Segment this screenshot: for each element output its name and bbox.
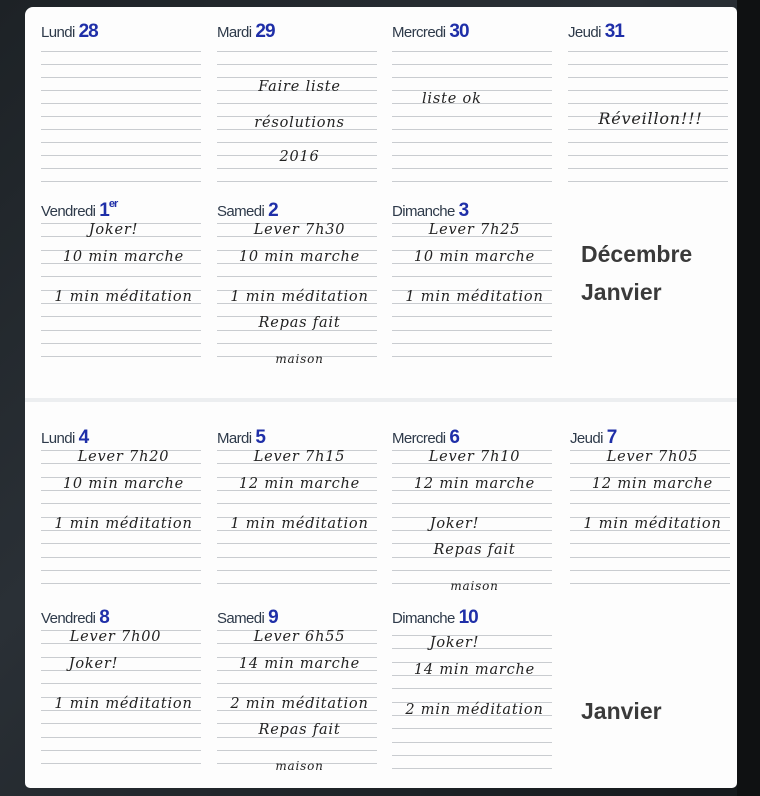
month-label: Janvier [581,698,662,724]
handwritten-note: Lever 7h00 [69,629,162,645]
day-name: Samedi [217,610,265,627]
day-name: Jeudi [570,430,603,447]
day-header [392,607,478,633]
day-number: 5 [255,427,265,448]
handwritten-note: Lever 7h20 [77,449,170,465]
handwritten-note: Joker! [429,516,480,532]
day-number: 8 [99,607,109,628]
day-name: Lundi [41,430,75,447]
handwritten-note: Lever 7h10 [428,449,521,465]
day-name: Vendredi [41,610,96,627]
handwritten-note: 12 min marche [413,476,536,492]
handwritten-note: Lever 7h15 [253,449,346,465]
handwritten-note: 10 min marche [238,249,361,265]
day-number: 4 [78,427,89,448]
day-number: 3 [458,200,469,221]
handwritten-note: Repas fait [258,722,341,738]
handwritten-note: Joker! [68,656,119,672]
handwritten-note: 1 min méditation [54,516,193,532]
handwritten-note: 10 min marche [62,476,185,492]
month-label: Décembre Janvier [581,241,693,305]
handwritten-note: Lever 7h05 [606,449,699,465]
day-number: 7 [606,427,617,448]
handwritten-note: 1 min méditation [54,696,193,712]
handwritten-note: Repas fait [433,542,516,558]
handwritten-note: Lever 7h25 [428,222,521,238]
handwritten-note: 10 min marche [413,249,536,265]
handwritten-note: 12 min marche [238,476,361,492]
day-name: Samedi [217,203,265,220]
handwritten-note: résolutions [254,115,345,131]
handwritten-note: Lever 6h55 [253,629,346,645]
day-header [41,21,98,47]
day-number: 28 [78,21,98,42]
day-header [568,21,624,47]
day-name: Mercredi [392,430,446,447]
handwritten-note: 1 min méditation [54,289,193,305]
day-name: Dimanche [392,610,455,627]
page-divider [25,398,737,402]
day-header [392,21,469,47]
day-number: 10 [458,607,478,628]
handwritten-note: 14 min marche [413,662,536,678]
day-number: 30 [449,21,469,42]
handwritten-note: maison [275,352,324,366]
handwritten-note: Réveillon!!! [598,109,703,128]
day-name: Mardi [217,430,252,447]
day-number: 2 [268,200,278,221]
day-name: Mercredi [392,24,446,41]
handwritten-note: 2 min méditation [405,702,544,718]
handwritten-note: Lever 7h30 [253,222,346,238]
day-name: Jeudi [568,24,601,41]
handwritten-note: 1 min méditation [230,289,369,305]
handwritten-note: 1 min méditation [583,516,722,532]
handwritten-note: 12 min marche [591,476,714,492]
handwritten-note: Joker! [429,635,480,651]
handwritten-note: 10 min marche [62,249,185,265]
handwritten-note: 2 min méditation [230,696,369,712]
background-edge [737,0,760,796]
handwritten-note: 1 min méditation [405,289,544,305]
day-name: Lundi [41,24,75,41]
agenda-page [25,7,737,788]
handwritten-note: Joker! [88,222,139,238]
day-number: 31 [604,21,624,42]
handwritten-note: Repas fait [258,315,341,331]
day-name: Vendredi [41,203,96,220]
day-name: Mardi [217,24,252,41]
handwritten-note: 14 min marche [238,656,361,672]
day-number: 29 [255,21,275,42]
handwritten-note: maison [450,579,499,593]
handwritten-note: Faire liste [258,79,341,95]
day-number: 6 [449,427,459,448]
day-number: 9 [268,607,278,628]
handwritten-note: maison [275,759,324,773]
handwritten-note: 1 min méditation [230,516,369,532]
handwritten-note: liste ok [422,91,482,107]
day-number: 1er [99,198,118,221]
day-name: Dimanche [392,203,455,220]
handwritten-note: 2016 [279,149,320,165]
day-header [217,21,275,47]
